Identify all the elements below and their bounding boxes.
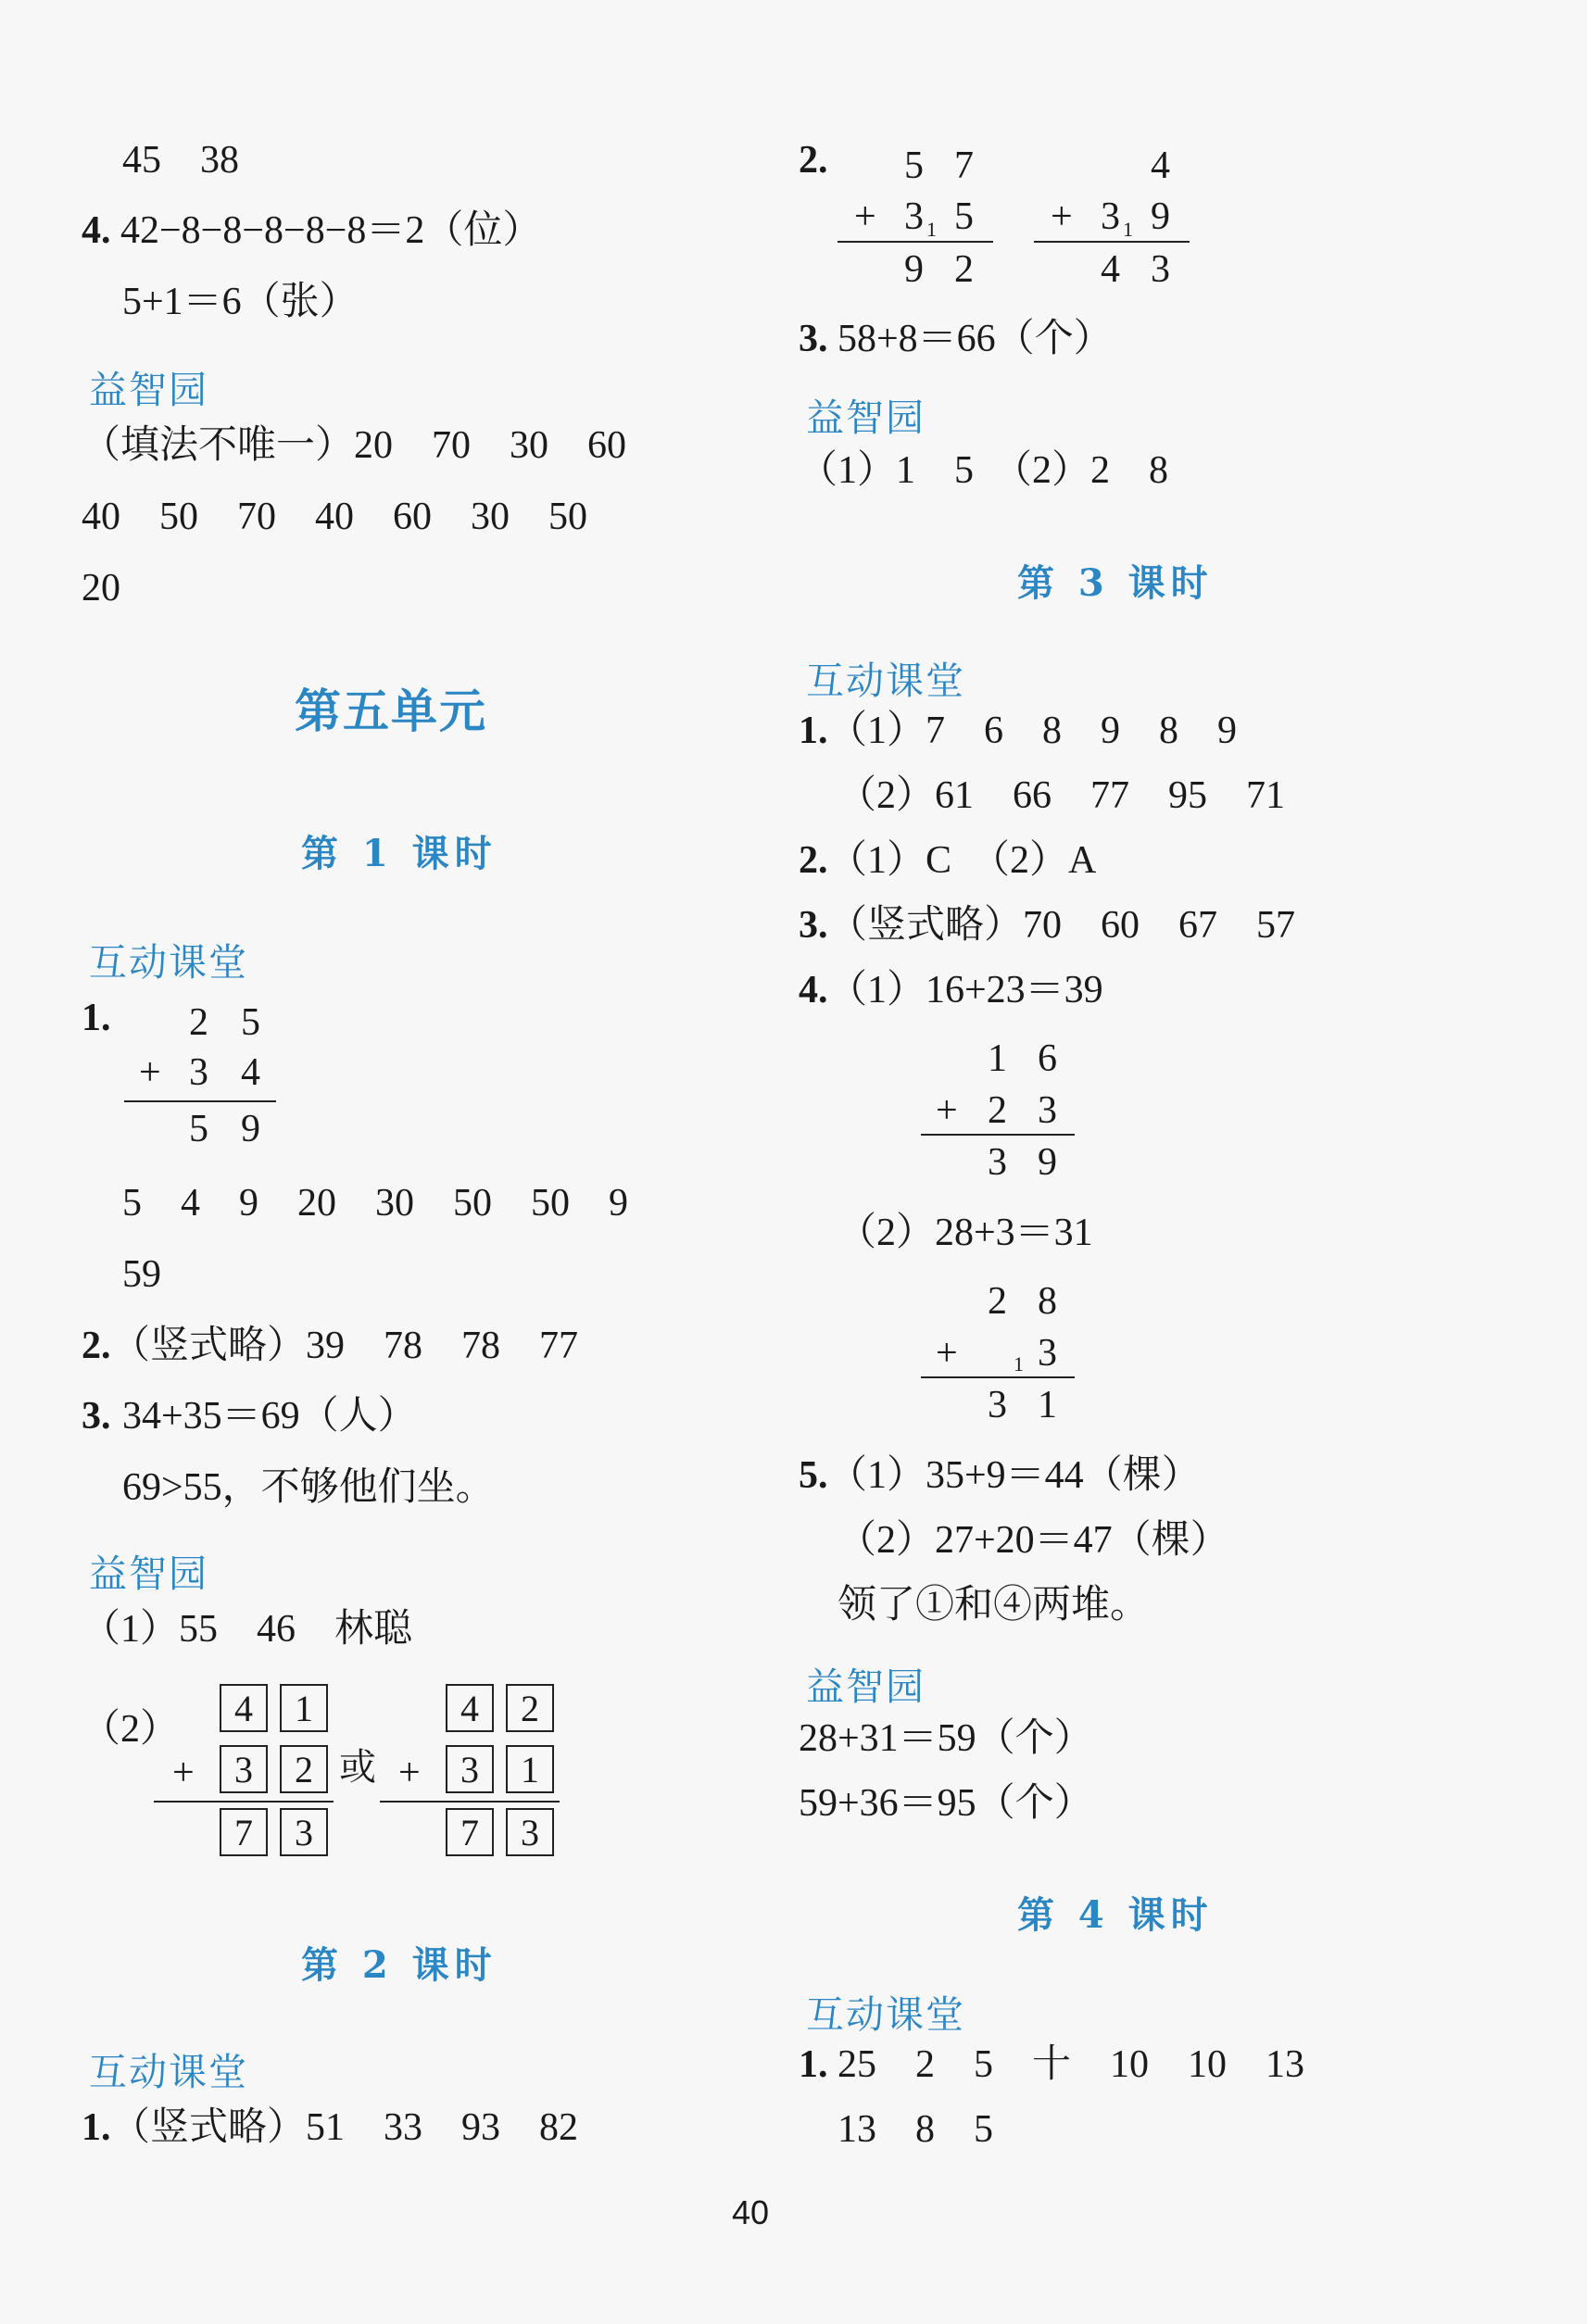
yzy1-line-1: （填法不唯一）20 70 30 60 [82, 424, 627, 467]
q4-equation: 42−8−8−8−8−8＝2（位） [120, 209, 542, 252]
r-q3-text: 58+8＝66（个） [838, 318, 1113, 360]
digit: 1 [988, 1037, 1007, 1080]
q1-answers-2: 59 [122, 1253, 161, 1296]
digit: 9 [904, 248, 924, 291]
digit: 2 [954, 248, 974, 291]
yzy1-line-3: 20 [82, 567, 120, 609]
digit-box: 3 [506, 1808, 554, 1856]
carry-mark: 1 [1014, 1352, 1024, 1376]
digit: 1 [1038, 1384, 1057, 1426]
lesson-4-title: 第 4 课时 [1017, 1893, 1214, 1937]
q3-text: 34+35＝69（人） [122, 1395, 417, 1438]
plus-sign: + [172, 1752, 195, 1794]
digit: 4 [1151, 144, 1170, 187]
l2-q1-number: 1. [82, 2106, 111, 2149]
sum-line [1034, 241, 1190, 243]
section-hudong-ketang-3: 互动课堂 [806, 659, 965, 703]
digit: 7 [954, 144, 974, 187]
r5-text-c: 领了①和④两堆。 [838, 1584, 1150, 1627]
digit: 3 [904, 195, 924, 238]
r3-number: 3. [799, 904, 828, 947]
digit: 3 [1038, 1332, 1057, 1375]
digit-box: 3 [280, 1808, 328, 1856]
sum-line [921, 1376, 1075, 1378]
s1-number: 1. [799, 2043, 828, 2086]
digit: 6 [1038, 1037, 1057, 1080]
digit: 5 [189, 1108, 208, 1150]
digit: 4 [241, 1051, 260, 1094]
section-yizhiyuan-1: 益智园 [89, 368, 208, 412]
lesson-3-title: 第 3 课时 [1017, 561, 1214, 605]
digit: 3 [988, 1384, 1007, 1426]
digit: 3 [189, 1051, 208, 1094]
q3-number: 3. [82, 1395, 111, 1438]
digit-box: 4 [446, 1684, 494, 1732]
q1-number: 1. [82, 997, 111, 1039]
q3-text-2: 69>55，不够他们坐。 [122, 1466, 495, 1509]
digit-box: 7 [446, 1808, 494, 1856]
section-hudong-ketang-4: 互动课堂 [806, 1992, 965, 2037]
r2-number: 2. [799, 839, 828, 882]
plus-sign: + [936, 1332, 958, 1375]
digit: 5 [904, 144, 924, 187]
digit: 9 [241, 1108, 260, 1150]
r-q2-number: 2. [799, 139, 828, 182]
l2-q1-text: （竖式略）51 33 93 82 [111, 2106, 579, 2149]
r-yzy-line: （1）1 5 （2）2 8 [799, 449, 1169, 492]
r5-number: 5. [799, 1454, 828, 1497]
digit: 5 [954, 195, 974, 238]
yzy2-line-1: （1）55 46 林聪 [82, 1608, 413, 1651]
r4-text-2: （2）28+3＝31 [838, 1212, 1093, 1254]
plus-sign: + [854, 195, 876, 238]
or-word: 或 [339, 1746, 376, 1789]
carry-mark: 1 [926, 218, 937, 241]
r1-text-a: （1）7 6 8 9 8 9 [828, 710, 1238, 752]
yzy2-part-2: （2） [82, 1708, 180, 1751]
line-45-38: 45 38 [122, 139, 240, 182]
r2-text: （1）C （2）A [828, 839, 1097, 882]
carry-mark: 1 [1123, 218, 1133, 241]
section-yizhiyuan-2: 益智园 [89, 1551, 208, 1596]
digit: 2 [189, 1001, 208, 1044]
digit: 3 [1151, 248, 1170, 291]
yzy3-text-a: 28+31＝59（个） [799, 1717, 1093, 1760]
sum-line [380, 1801, 560, 1803]
digit-box: 4 [220, 1684, 268, 1732]
sum-line [124, 1100, 276, 1102]
sum-line [154, 1801, 334, 1803]
section-yizhiyuan-r1: 益智园 [806, 396, 926, 440]
q2-text: （竖式略）39 78 78 77 [111, 1325, 579, 1367]
digit: 3 [1101, 195, 1120, 238]
plus-sign: + [936, 1089, 958, 1132]
q2-number: 2. [82, 1325, 111, 1367]
plus-sign: + [398, 1752, 421, 1794]
r3-text: （竖式略）70 60 67 57 [828, 904, 1296, 947]
digit: 8 [1038, 1280, 1057, 1323]
q4-number: 4. [82, 209, 111, 252]
digit-box: 2 [280, 1745, 328, 1793]
r1-number: 1. [799, 710, 828, 752]
unit-title: 第五单元 [295, 684, 487, 738]
lesson-1-title: 第 1 课时 [301, 832, 498, 875]
r4-text: （1）16+23＝39 [828, 969, 1103, 1011]
sum-line [921, 1134, 1075, 1136]
lesson-2-title: 第 2 课时 [301, 1943, 498, 1987]
page-number: 40 [732, 2193, 770, 2231]
digit-box: 3 [220, 1745, 268, 1793]
digit-box: 1 [506, 1745, 554, 1793]
digit: 5 [241, 1001, 260, 1044]
q1-answers: 5 4 9 20 30 50 50 9 [122, 1182, 629, 1225]
digit: 9 [1038, 1141, 1057, 1184]
digit-box: 2 [506, 1684, 554, 1732]
section-yizhiyuan-r2: 益智园 [806, 1664, 926, 1709]
section-hudong-ketang-1: 互动课堂 [89, 940, 248, 985]
plus-sign: + [139, 1051, 161, 1094]
s1-text-b: 13 8 5 [838, 2108, 994, 2151]
sum-line [838, 241, 993, 243]
r-q3-number: 3. [799, 318, 828, 360]
q4-equation-2: 5+1＝6（张） [122, 281, 359, 323]
digit: 2 [988, 1280, 1007, 1323]
r5-text-a: （1）35+9＝44（棵） [828, 1454, 1201, 1497]
digit-box: 3 [446, 1745, 494, 1793]
r4-number: 4. [799, 969, 828, 1011]
r5-text-b: （2）27+20＝47（棵） [838, 1519, 1229, 1562]
digit: 3 [988, 1141, 1007, 1184]
digit: 3 [1038, 1089, 1057, 1132]
plus-sign: + [1051, 195, 1073, 238]
digit-box: 7 [220, 1808, 268, 1856]
r1-text-b: （2）61 66 77 95 71 [838, 774, 1286, 817]
s1-text-a: 25 2 5 十 10 10 13 [838, 2043, 1305, 2086]
yzy3-text-b: 59+36＝95（个） [799, 1782, 1093, 1825]
section-hudong-ketang-2: 互动课堂 [89, 2050, 248, 2094]
digit-box: 1 [280, 1684, 328, 1732]
digit: 4 [1101, 248, 1120, 291]
digit: 2 [988, 1089, 1007, 1132]
digit: 9 [1151, 195, 1170, 238]
yzy1-line-2: 40 50 70 40 60 30 50 [82, 496, 588, 538]
